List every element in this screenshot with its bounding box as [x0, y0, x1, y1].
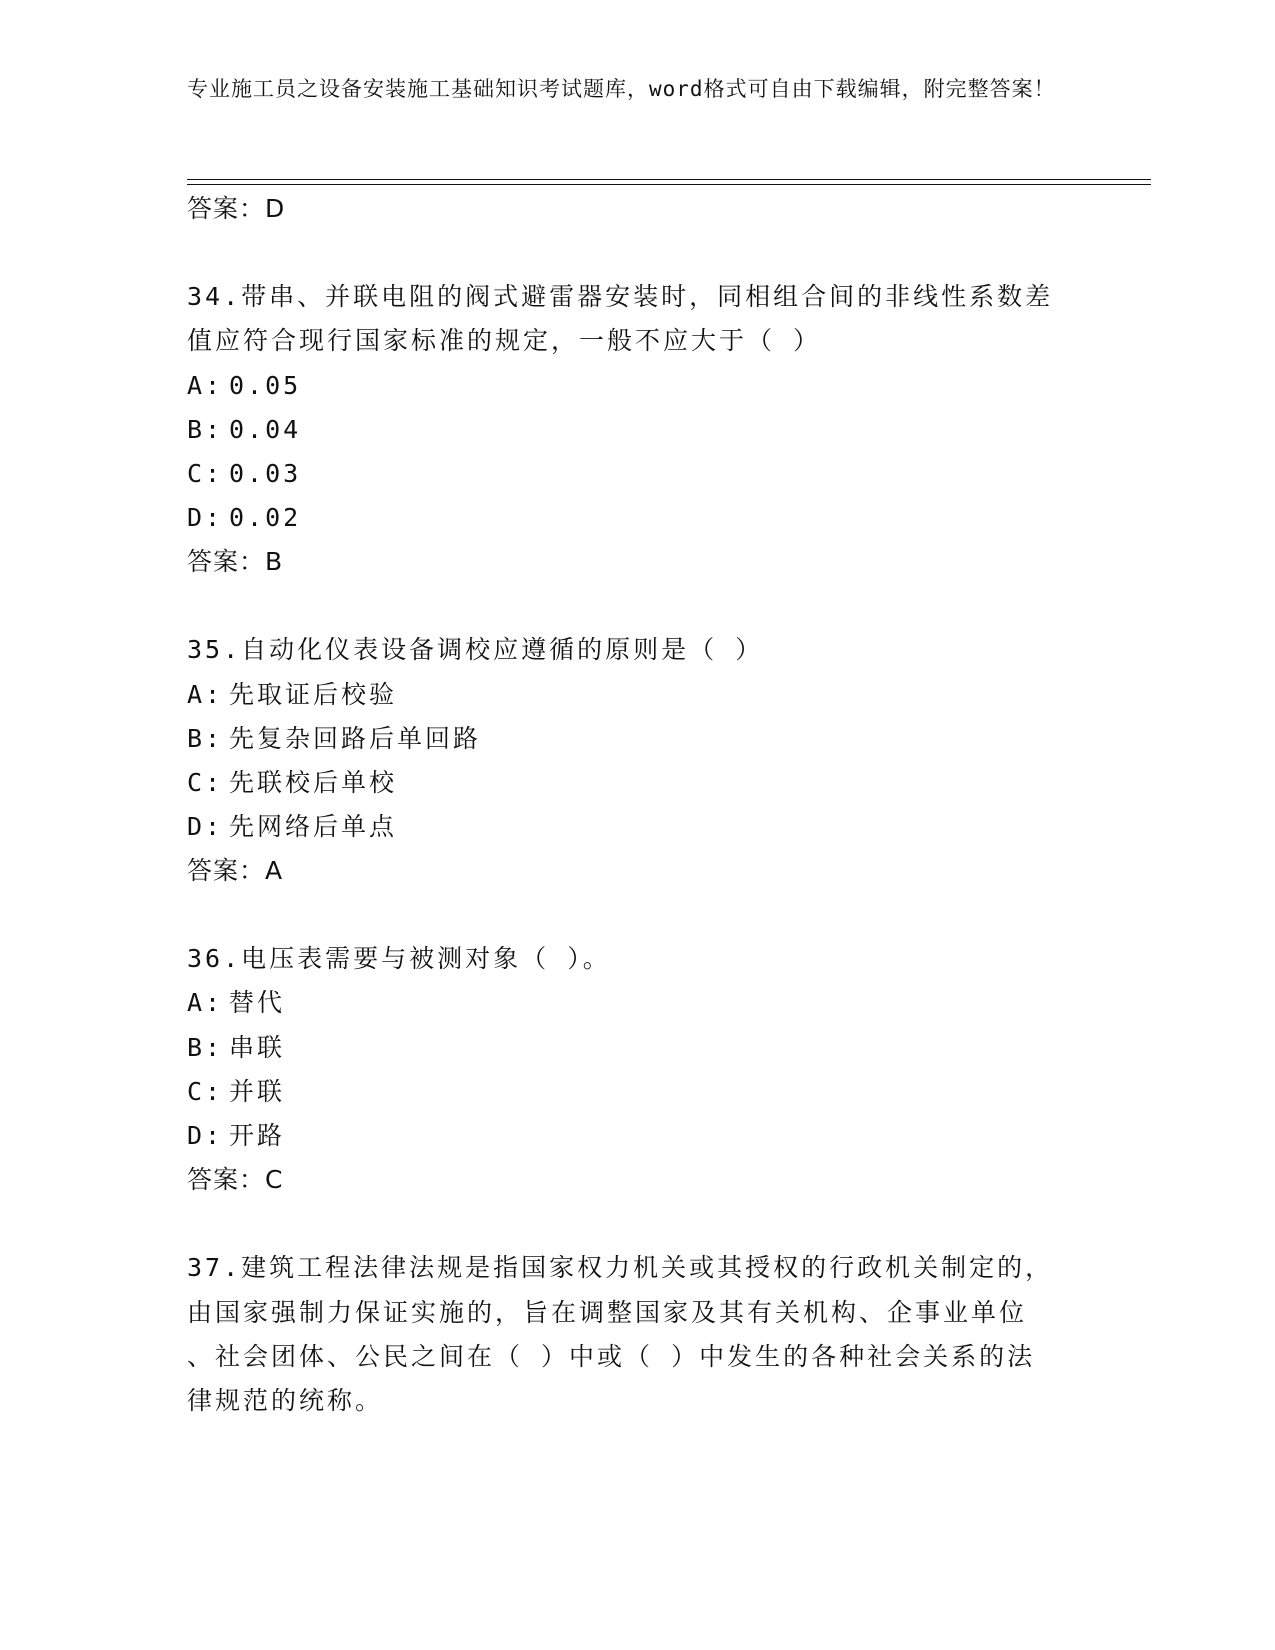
question-34-stem-line-1: 34.带串、并联电阻的阀式避雷器安装时，同相组合间的非线性系数差: [187, 282, 1054, 311]
option-letter: D:: [187, 812, 224, 841]
option-text: 替代: [229, 988, 286, 1017]
header-rule-top: [187, 179, 1151, 180]
option-text: 0.03: [229, 459, 302, 488]
question-37-stem-line-1: 37.建筑工程法律法规是指国家权力机关或其授权的行政机关制定的，: [187, 1253, 1054, 1282]
option-letter: B:: [187, 724, 224, 753]
option-text: 并联: [229, 1077, 286, 1106]
option-text: 先联校后单校: [229, 768, 398, 797]
option-text: 0.02: [229, 503, 302, 532]
question-35-option-d: [187, 811, 397, 843]
question-35-stem-line-1: 35.自动化仪表设备调校应遵循的原则是（ ）: [187, 635, 764, 664]
question-35-option-b: [187, 723, 481, 755]
question-34-option-b: [187, 414, 301, 446]
option-letter: A:: [187, 680, 224, 709]
option-letter: B:: [187, 1033, 224, 1062]
question-36-option-b: [187, 1032, 285, 1064]
option-letter: D:: [187, 1121, 224, 1150]
option-letter: C:: [187, 1077, 224, 1106]
option-text: 先复杂回路后单回路: [229, 724, 482, 753]
header-rule-bottom: [187, 184, 1151, 185]
question-36-option-c: [187, 1076, 285, 1108]
question-34-option-a: [187, 370, 301, 402]
option-text: 先网络后单点: [229, 812, 398, 841]
question-35-option-a: [187, 679, 397, 711]
question-35-option-c: [187, 767, 397, 799]
option-text: 0.04: [229, 415, 302, 444]
option-text: 0.05: [229, 371, 302, 400]
option-letter: B:: [187, 415, 224, 444]
option-letter: A:: [187, 371, 224, 400]
option-letter: D:: [187, 503, 224, 532]
option-letter: C:: [187, 459, 224, 488]
answer-previous: 答案：D: [187, 194, 286, 223]
question-34-stem-line-2: 值应符合现行国家标准的规定，一般不应大于（ ）: [187, 326, 822, 355]
question-37-stem-line-2: 由国家强制力保证实施的，旨在调整国家及其有关机构、企事业单位: [187, 1298, 1028, 1327]
header-text: 专业施工员之设备安装施工基础知识考试题库，word格式可自由下载编辑，附完整答案！: [187, 77, 1056, 101]
question-36-stem-line-1: 36.电压表需要与被测对象（ ）。: [187, 944, 611, 973]
option-text: 串联: [229, 1033, 286, 1062]
question-35-answer: 答案：A: [187, 856, 284, 885]
document-header: [187, 74, 1067, 105]
option-letter: A:: [187, 988, 224, 1017]
option-text: 先取证后校验: [229, 680, 398, 709]
option-text: 开路: [229, 1121, 286, 1150]
question-37-stem-line-4: 律规范的统称。: [187, 1386, 384, 1415]
question-34-answer: 答案：B: [187, 547, 284, 576]
question-34-option-c: [187, 458, 301, 490]
question-36-answer: 答案：C: [187, 1165, 284, 1194]
question-37-stem-line-3: 、社会团体、公民之间在（ ）中或（ ）中发生的各种社会关系的法: [187, 1342, 1036, 1371]
question-34-option-d: [187, 502, 301, 534]
option-letter: C:: [187, 768, 224, 797]
question-36-option-d: [187, 1120, 285, 1152]
question-36-option-a: [187, 987, 285, 1019]
